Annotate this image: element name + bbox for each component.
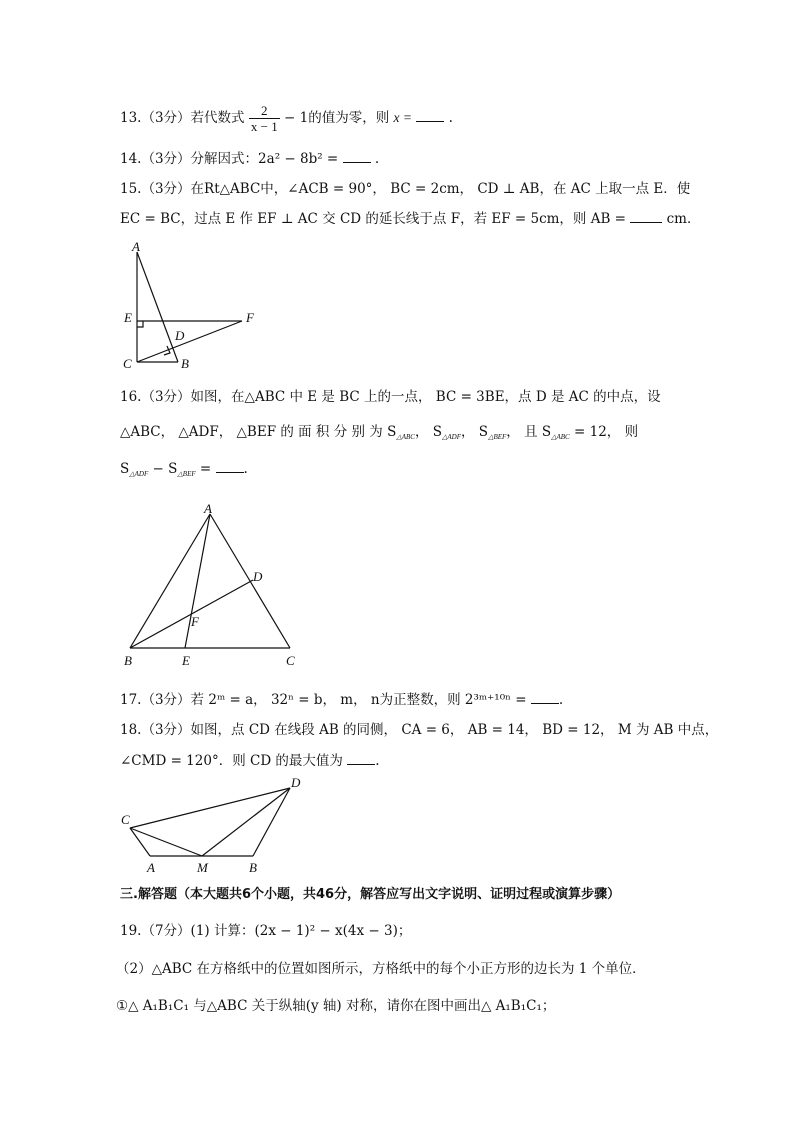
q13-suffix: − 1的值为零，则 bbox=[284, 110, 390, 126]
q16-figure bbox=[118, 500, 308, 670]
q14-text: 14.（3分）分解因式：2a² − 8b² = bbox=[120, 151, 339, 167]
q19-line2: （2）△ABC 在方格纸中的位置如图所示，方格纸中的每个小正方形的边长为 1 个单位． bbox=[116, 961, 646, 977]
q17-end: . bbox=[558, 692, 564, 708]
q13-fraction bbox=[249, 103, 280, 134]
q15-label-B: B bbox=[181, 356, 189, 371]
q15-edge-CF bbox=[137, 321, 242, 362]
q16-label-C: C bbox=[286, 653, 295, 668]
q13-answer-blank[interactable] bbox=[416, 111, 444, 122]
q19-line1: 19.（7分）(1) 计算：(2x − 1)² − x(4x − 3)； bbox=[120, 923, 412, 939]
q16-label-D: D bbox=[253, 569, 263, 584]
q16-line3-c: = bbox=[199, 461, 212, 477]
q16-sub-adf: △ADF bbox=[442, 433, 462, 441]
q16-sub-adf-2: △ADF bbox=[129, 470, 149, 478]
q18-line2-text: ∠CMD = 120°．则 CD 的最大值为 bbox=[120, 753, 343, 769]
q14-end: . bbox=[374, 151, 380, 167]
q18-edge-CM bbox=[130, 828, 202, 856]
q15-label-A: A bbox=[132, 239, 140, 254]
q17-text: 17.（3分）若 2ᵐ = a， 32ⁿ = b， m， n为正整数，则 2³ᵐ⁺¹⁰ⁿ = bbox=[120, 692, 527, 708]
q16-sub-abc-2: △ABC bbox=[551, 433, 570, 441]
q15-line2-a: EC = BC，过点 E 作 EF ⊥ AC 交 CD 的延长线于点 F，若 EF = 5cm，则 AB = bbox=[120, 211, 626, 227]
q18-label-A: A bbox=[147, 860, 155, 875]
q16-line2-d: ， 且 S bbox=[506, 424, 552, 440]
q13-var: x = bbox=[393, 110, 412, 125]
q16-line3-b: − S bbox=[152, 461, 178, 477]
q14-answer-blank[interactable] bbox=[343, 152, 371, 163]
q16-line1: 16.（3分）如图，在△ABC 中 E 是 BC 上的一点， BC = 3BE，点 D 是 AC 的中点，设 bbox=[120, 389, 661, 405]
q13-frac-den: x − 1 bbox=[250, 119, 278, 134]
q16-line2-b: ， S bbox=[414, 424, 443, 440]
q18-label-M: M bbox=[197, 860, 208, 875]
q16-sub-bef-2: △BEF bbox=[177, 470, 196, 478]
q16-end: . bbox=[243, 461, 248, 477]
question-17 bbox=[120, 688, 563, 708]
q18-edge-CD bbox=[130, 788, 290, 828]
q16-line2-c: ， S bbox=[461, 424, 489, 440]
q16-line3-a: S bbox=[120, 461, 130, 477]
q13-end: . bbox=[448, 110, 453, 126]
q18-label-B: B bbox=[249, 860, 257, 875]
q15-figure bbox=[118, 238, 268, 373]
section-3-heading: 三.解答题（本大题共6个小题，共46分，解答应写出文字说明、证明过程或演算步骤） bbox=[120, 887, 621, 902]
q16-line3 bbox=[120, 461, 248, 478]
q18-edge-MD bbox=[202, 788, 290, 856]
q16-label-F: F bbox=[191, 614, 199, 629]
q15-line1: 15.（3分）在Rt△ABC中，∠ACB = 90°， BC = 2cm， CD ⊥ AB，在 AC 上取一点 E．使 bbox=[120, 181, 691, 197]
q15-label-D: D bbox=[175, 328, 185, 343]
q16-line2-a: △ABC， △ADF， △BEF 的 面 积 分 别 为 S bbox=[120, 424, 397, 440]
q19-line3: ①△ A₁B₁C₁ 与△ABC 关于纵轴(y 轴) 对称，请你在图中画出△ A₁B₁C₁； bbox=[116, 998, 556, 1014]
q16-sub-abc: △ABC bbox=[396, 433, 415, 441]
q15-label-C: C bbox=[123, 356, 132, 371]
q17-answer-blank[interactable] bbox=[531, 693, 559, 704]
q15-edge-AB bbox=[137, 252, 178, 362]
q18-figure bbox=[118, 772, 318, 877]
q16-line2-e: = 12， 则 bbox=[574, 424, 639, 440]
q13-prefix: 13.（3分）若代数式 bbox=[120, 110, 245, 126]
q18-answer-blank[interactable] bbox=[347, 754, 375, 765]
q18-end: . bbox=[375, 753, 380, 769]
question-14 bbox=[120, 147, 379, 167]
q18-label-D: D bbox=[291, 775, 301, 790]
q16-line2 bbox=[120, 420, 638, 441]
q13-frac-num: 2 bbox=[249, 103, 280, 119]
q15-line2-b: cm． bbox=[666, 211, 701, 227]
question-13 bbox=[120, 103, 453, 134]
q18-label-C: C bbox=[121, 812, 130, 827]
q15-answer-blank[interactable] bbox=[630, 212, 662, 223]
q18-line2 bbox=[120, 749, 380, 769]
q16-label-B: B bbox=[124, 653, 132, 668]
q18-line1: 18.（3分）如图，点 CD 在线段 AB 的同侧， CA = 6， AB = 14， BD = 12， M 为 AB 中点， bbox=[120, 722, 719, 738]
q15-right-angle-E bbox=[137, 321, 143, 327]
q16-sub-bef: △BEF bbox=[488, 433, 507, 441]
q15-label-F: F bbox=[246, 310, 254, 325]
q16-label-E: E bbox=[182, 653, 190, 668]
q15-line2 bbox=[120, 207, 700, 227]
q16-label-A: A bbox=[204, 501, 212, 516]
q18-edge-BD bbox=[253, 788, 290, 856]
q16-answer-blank[interactable] bbox=[216, 462, 244, 473]
q15-label-E: E bbox=[124, 310, 132, 325]
